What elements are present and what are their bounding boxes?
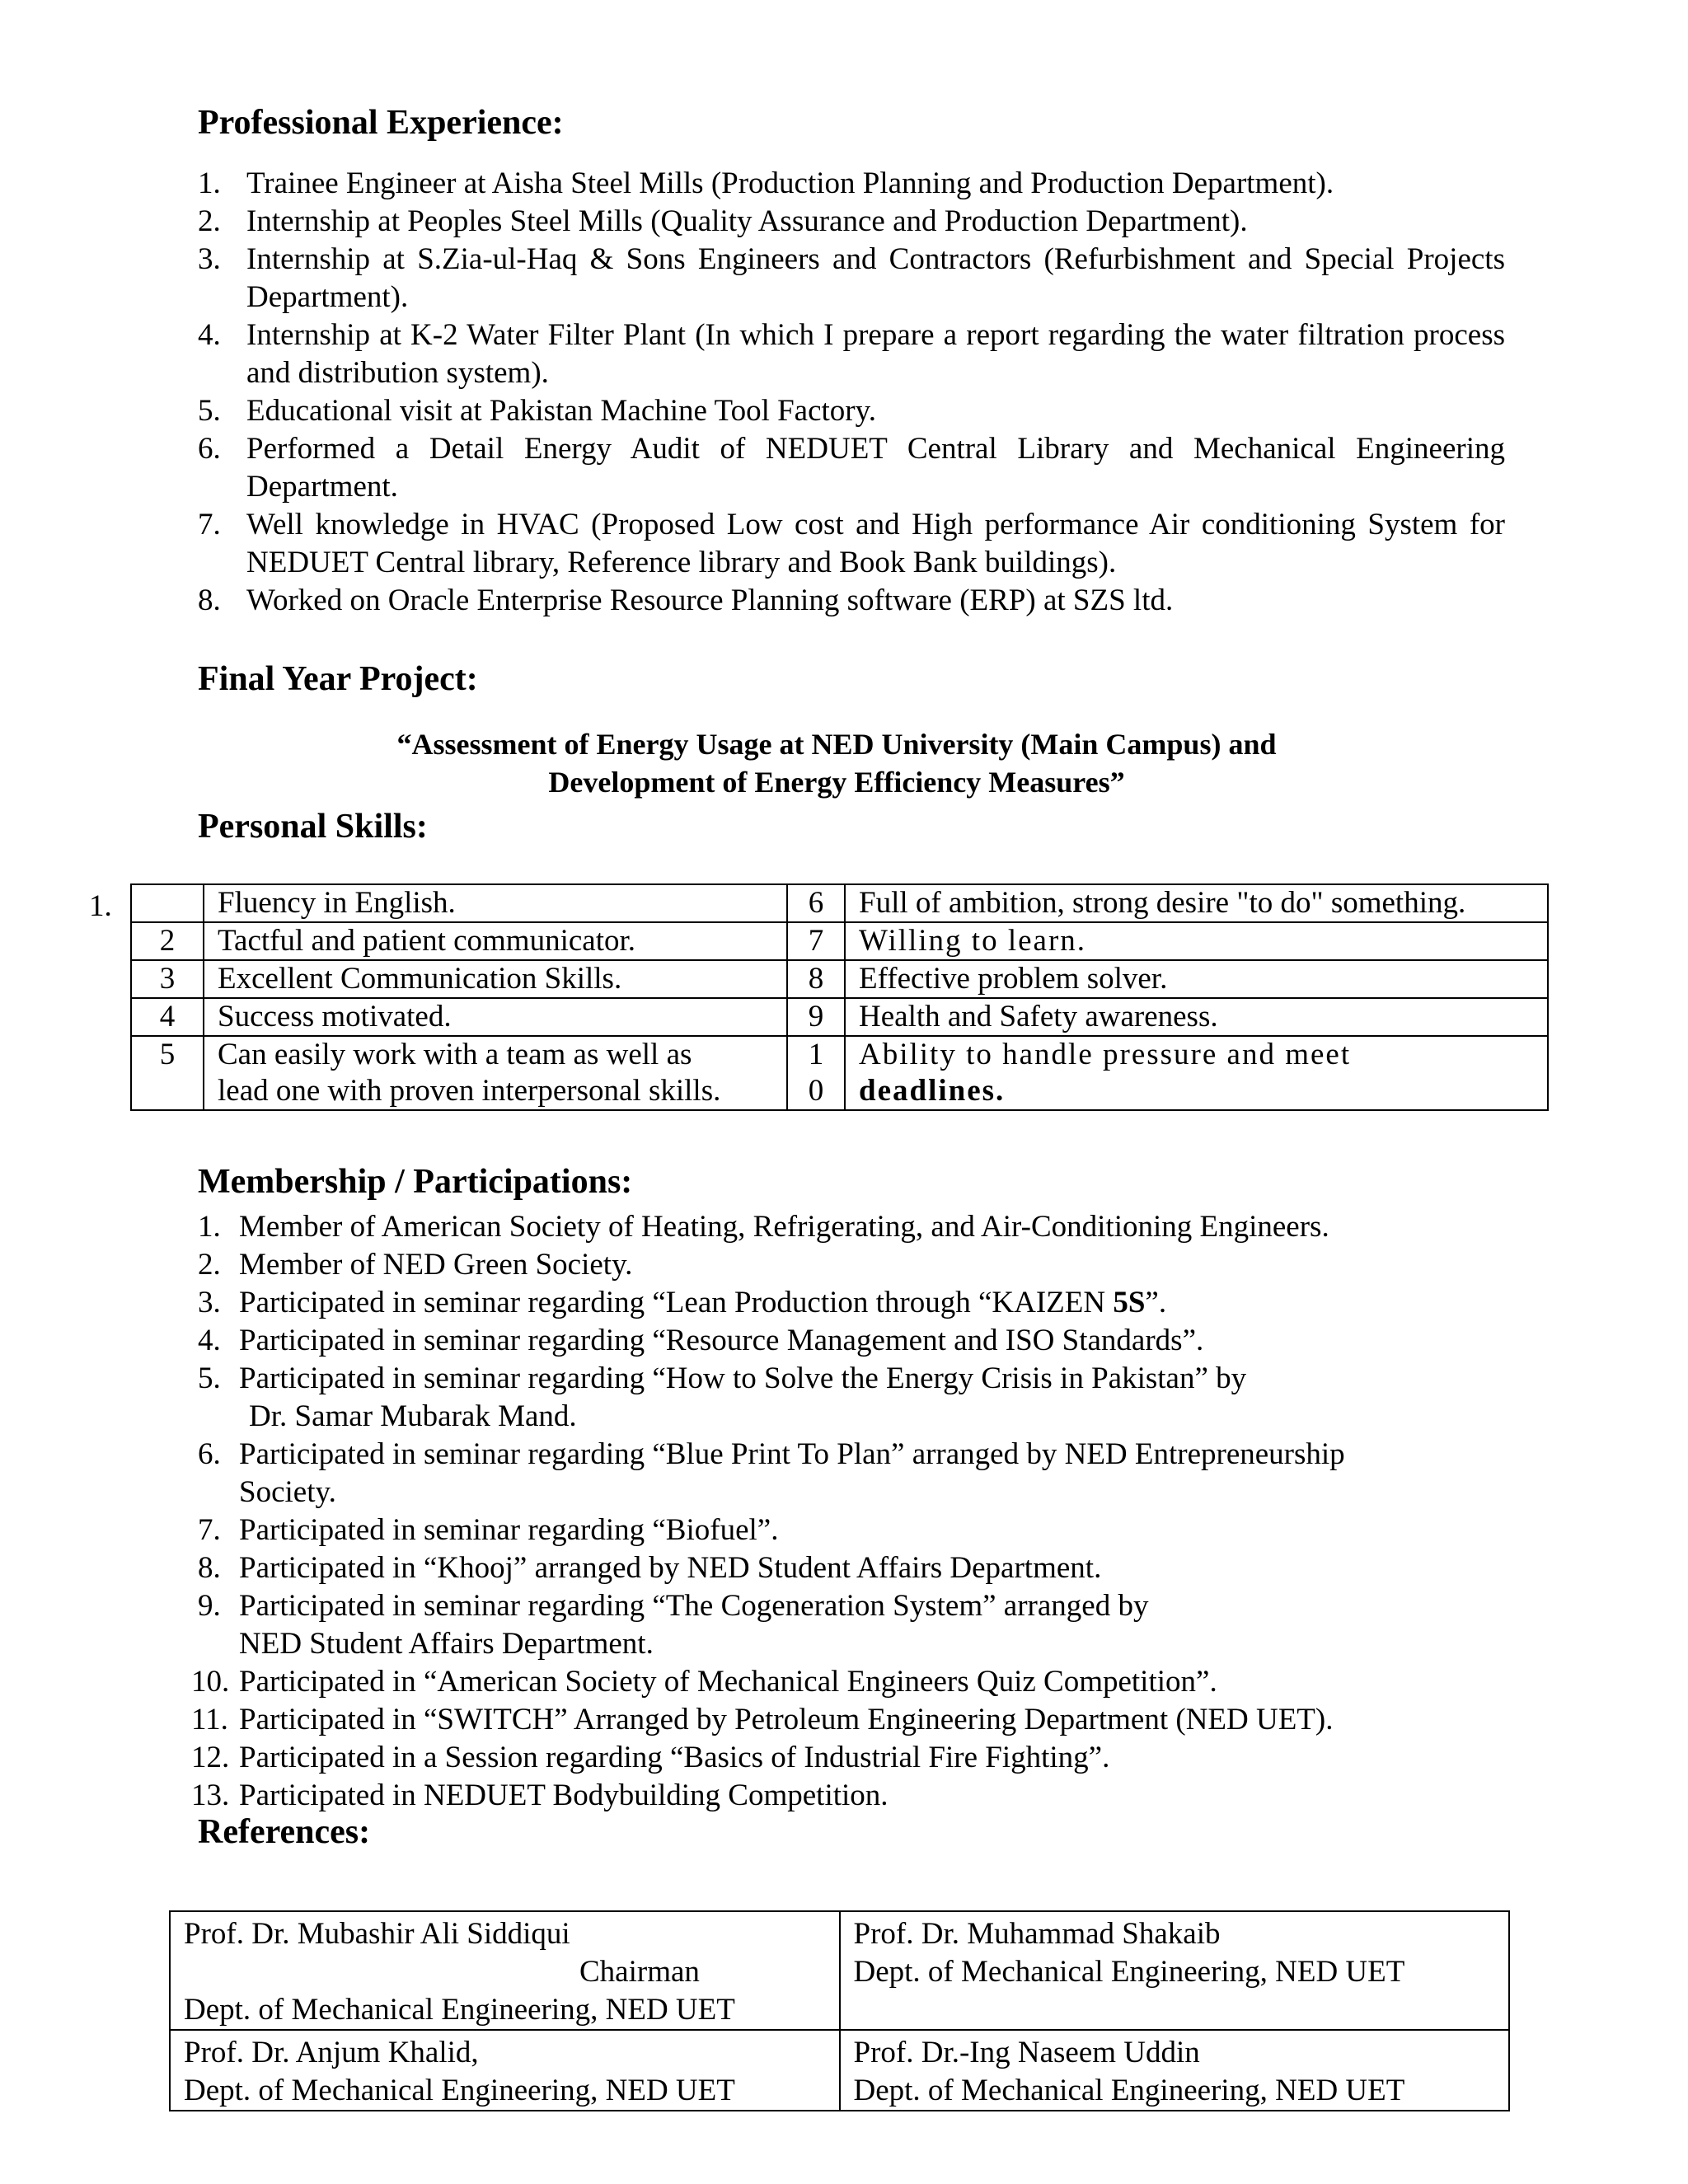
skill-cell: Tactful and patient communicator. — [204, 922, 787, 960]
item-number: 1. — [198, 166, 221, 200]
item-text: Educational visit at Pakistan Machine Tool Factory. — [246, 394, 876, 428]
list-item — [198, 241, 1505, 316]
list-item — [198, 1208, 1517, 1246]
list-item — [198, 582, 1505, 620]
skill-cell: Fluency in English. — [204, 884, 787, 922]
reference-title: Chairman — [579, 1955, 700, 1989]
item-text: Member of NED Green Society. — [239, 1248, 633, 1282]
item-text: Participated in seminar regarding “Resource Management and ISO Standards”. — [239, 1324, 1204, 1357]
item-text: Performed a Detail Energy Audit of NEDUET Central Library and Mechanical Engineering Department. — [246, 432, 1505, 504]
table-row — [170, 2030, 1509, 2111]
table-row — [131, 922, 1548, 960]
final-year-project-heading: Final Year Project: — [198, 660, 478, 698]
item-text-bold: 5S — [1113, 1286, 1146, 1319]
reference-cell — [170, 2030, 840, 2111]
item-text: Internship at Peoples Steel Mills (Quality Assurance and Production Department). — [246, 204, 1248, 238]
skill-cell: Health and Safety awareness. — [845, 998, 1548, 1036]
item-text: Well knowledge in HVAC (Proposed Low cost and High performance Air conditioning System for NEDUET Central library, Reference library and Book Bank buildings). — [246, 508, 1505, 579]
list-item — [198, 506, 1505, 582]
skill-line: deadlines. — [859, 1074, 1006, 1108]
membership-list — [191, 1208, 1517, 1815]
project-title — [247, 725, 1426, 801]
item-number: 4. — [198, 318, 221, 352]
item-text: Participated in seminar regarding “Biofuel”. — [239, 1513, 779, 1547]
item-text: Internship at K-2 Water Filter Plant (In which I prepare a report regarding the water filtration process and distribution system). — [246, 318, 1505, 390]
skill-number: 2 — [131, 922, 204, 960]
item-text: Participated in a Session regarding “Basics of Industrial Fire Fighting”. — [239, 1741, 1110, 1774]
item-number: 6. — [198, 1437, 221, 1471]
item-number: 1. — [198, 1210, 221, 1244]
skill-cell: Excellent Communication Skills. — [204, 960, 787, 998]
item-text: Participated in “American Society of Mechanical Engineers Quiz Competition”. — [239, 1665, 1217, 1699]
item-number: 7. — [198, 508, 221, 541]
list-item — [198, 1587, 1517, 1663]
skill-cell: Full of ambition, strong desire "to do" something. — [845, 884, 1548, 922]
skill-number — [131, 884, 204, 922]
item-text: Participated in seminar regarding “How to Solve the Energy Crisis in Pakistan” by — [239, 1361, 1247, 1395]
reference-dept: Dept. of Mechanical Engineering, NED UET — [853, 2074, 1405, 2107]
skill-number: 4 — [131, 998, 204, 1036]
list-item — [191, 1663, 1517, 1701]
item-number: 7. — [198, 1513, 221, 1547]
list-item — [198, 165, 1505, 203]
skill-cell — [845, 1036, 1548, 1110]
item-number: 2. — [198, 1248, 221, 1282]
reference-cell — [840, 1911, 1510, 2030]
item-text: Participated in “Khooj” arranged by NED Student Affairs Department. — [239, 1551, 1102, 1585]
skill-line: lead one with proven interpersonal skills. — [218, 1074, 721, 1108]
item-number: 3. — [198, 1286, 221, 1319]
personal-skills-heading: Personal Skills: — [198, 808, 428, 846]
project-title-line1: “Assessment of Energy Usage at NED University (Main Campus) and — [396, 728, 1277, 761]
item-number: 11. — [191, 1703, 228, 1736]
item-text-continuation: Dr. Samar Mubarak Mand. — [249, 1399, 577, 1433]
reference-name: Prof. Dr. Muhammad Shakaib — [853, 1917, 1221, 1951]
references-heading: References: — [198, 1813, 371, 1851]
skill-cell: Effective problem solver. — [845, 960, 1548, 998]
item-number: 5. — [198, 394, 221, 428]
item-text-continuation: Society. — [239, 1475, 336, 1509]
project-title-line2: Development of Energy Efficiency Measures” — [548, 766, 1125, 799]
skill-cell: Willing to learn. — [845, 922, 1548, 960]
skills-list-number: 1. — [89, 889, 112, 923]
list-item — [198, 203, 1505, 241]
list-item — [198, 1284, 1517, 1322]
skill-line: Ability to handle pressure and meet — [859, 1038, 1352, 1071]
item-number: 12. — [191, 1741, 230, 1774]
skill-cell: Success motivated. — [204, 998, 787, 1036]
reference-dept: Dept. of Mechanical Engineering, NED UET — [853, 1955, 1405, 1989]
item-number: 9. — [198, 1589, 221, 1623]
reference-cell — [170, 1911, 840, 2030]
item-number: 6. — [198, 432, 221, 466]
item-number: 8. — [198, 1551, 221, 1585]
reference-dept: Dept. of Mechanical Engineering, NED UET — [184, 2074, 735, 2107]
skill-number: 3 — [131, 960, 204, 998]
skill-cell — [204, 1036, 787, 1110]
list-item — [198, 1360, 1517, 1436]
item-text: Participated in seminar regarding “The Cogeneration System” arranged by — [239, 1589, 1149, 1623]
item-text: Participated in seminar regarding “Lean Production through “KAIZEN — [239, 1286, 1114, 1319]
item-number: 10. — [191, 1665, 230, 1699]
table-row — [131, 1036, 1548, 1110]
list-item — [198, 1322, 1517, 1360]
reference-name: Prof. Dr. Mubashir Ali Siddiqui — [184, 1917, 570, 1951]
skill-number-line: 1 — [808, 1038, 824, 1071]
skill-number: 5 — [131, 1036, 204, 1110]
reference-cell — [840, 2030, 1510, 2111]
professional-experience-list — [198, 165, 1505, 620]
item-text: Worked on Oracle Enterprise Resource Planning software (ERP) at SZS ltd. — [246, 583, 1174, 617]
list-item — [198, 1511, 1517, 1549]
skill-line: Can easily work with a team as well as — [218, 1038, 692, 1071]
list-item — [198, 1436, 1517, 1511]
reference-dept: Dept. of Mechanical Engineering, NED UET — [184, 1993, 735, 2027]
skill-number-line: 0 — [808, 1074, 824, 1108]
item-number: 2. — [198, 204, 221, 238]
item-number: 13. — [191, 1779, 230, 1812]
skill-number: 6 — [787, 884, 845, 922]
item-number: 8. — [198, 583, 221, 617]
skills-table — [130, 883, 1549, 1111]
list-item — [191, 1701, 1517, 1739]
list-item — [198, 1549, 1517, 1587]
item-number: 3. — [198, 242, 221, 276]
item-text: Trainee Engineer at Aisha Steel Mills (Production Planning and Production Department). — [246, 166, 1334, 200]
professional-experience-heading: Professional Experience: — [198, 104, 564, 142]
skill-number: 8 — [787, 960, 845, 998]
skill-number: 7 — [787, 922, 845, 960]
list-item — [198, 1246, 1517, 1284]
table-row — [131, 960, 1548, 998]
reference-name: Prof. Dr. Anjum Khalid, — [184, 2036, 479, 2069]
item-number: 5. — [198, 1361, 221, 1395]
table-row — [131, 998, 1548, 1036]
reference-name: Prof. Dr.-Ing Naseem Uddin — [853, 2036, 1200, 2069]
list-item — [191, 1777, 1517, 1815]
item-text: Participated in “SWITCH” Arranged by Petroleum Engineering Department (NED UET). — [239, 1703, 1334, 1736]
item-text: ”. — [1145, 1286, 1167, 1319]
item-text: Member of American Society of Heating, Refrigerating, and Air-Conditioning Engineers. — [239, 1210, 1329, 1244]
skill-number — [787, 1036, 845, 1110]
skill-number: 9 — [787, 998, 845, 1036]
table-row — [170, 1911, 1509, 2030]
membership-heading: Membership / Participations: — [198, 1163, 633, 1201]
item-text: Participated in NEDUET Bodybuilding Competition. — [239, 1779, 889, 1812]
list-item — [198, 430, 1505, 506]
references-table — [169, 1910, 1510, 2111]
item-text: Internship at S.Zia-ul-Haq & Sons Engineers and Contractors (Refurbishment and Special Projects Department). — [246, 242, 1505, 314]
table-row — [131, 884, 1548, 922]
item-text-continuation: NED Student Affairs Department. — [239, 1627, 654, 1661]
list-item — [198, 316, 1505, 392]
item-text: Participated in seminar regarding “Blue Print To Plan” arranged by NED Entrepreneurship — [239, 1437, 1345, 1471]
item-number: 4. — [198, 1324, 221, 1357]
list-item — [191, 1739, 1517, 1777]
list-item — [198, 392, 1505, 430]
